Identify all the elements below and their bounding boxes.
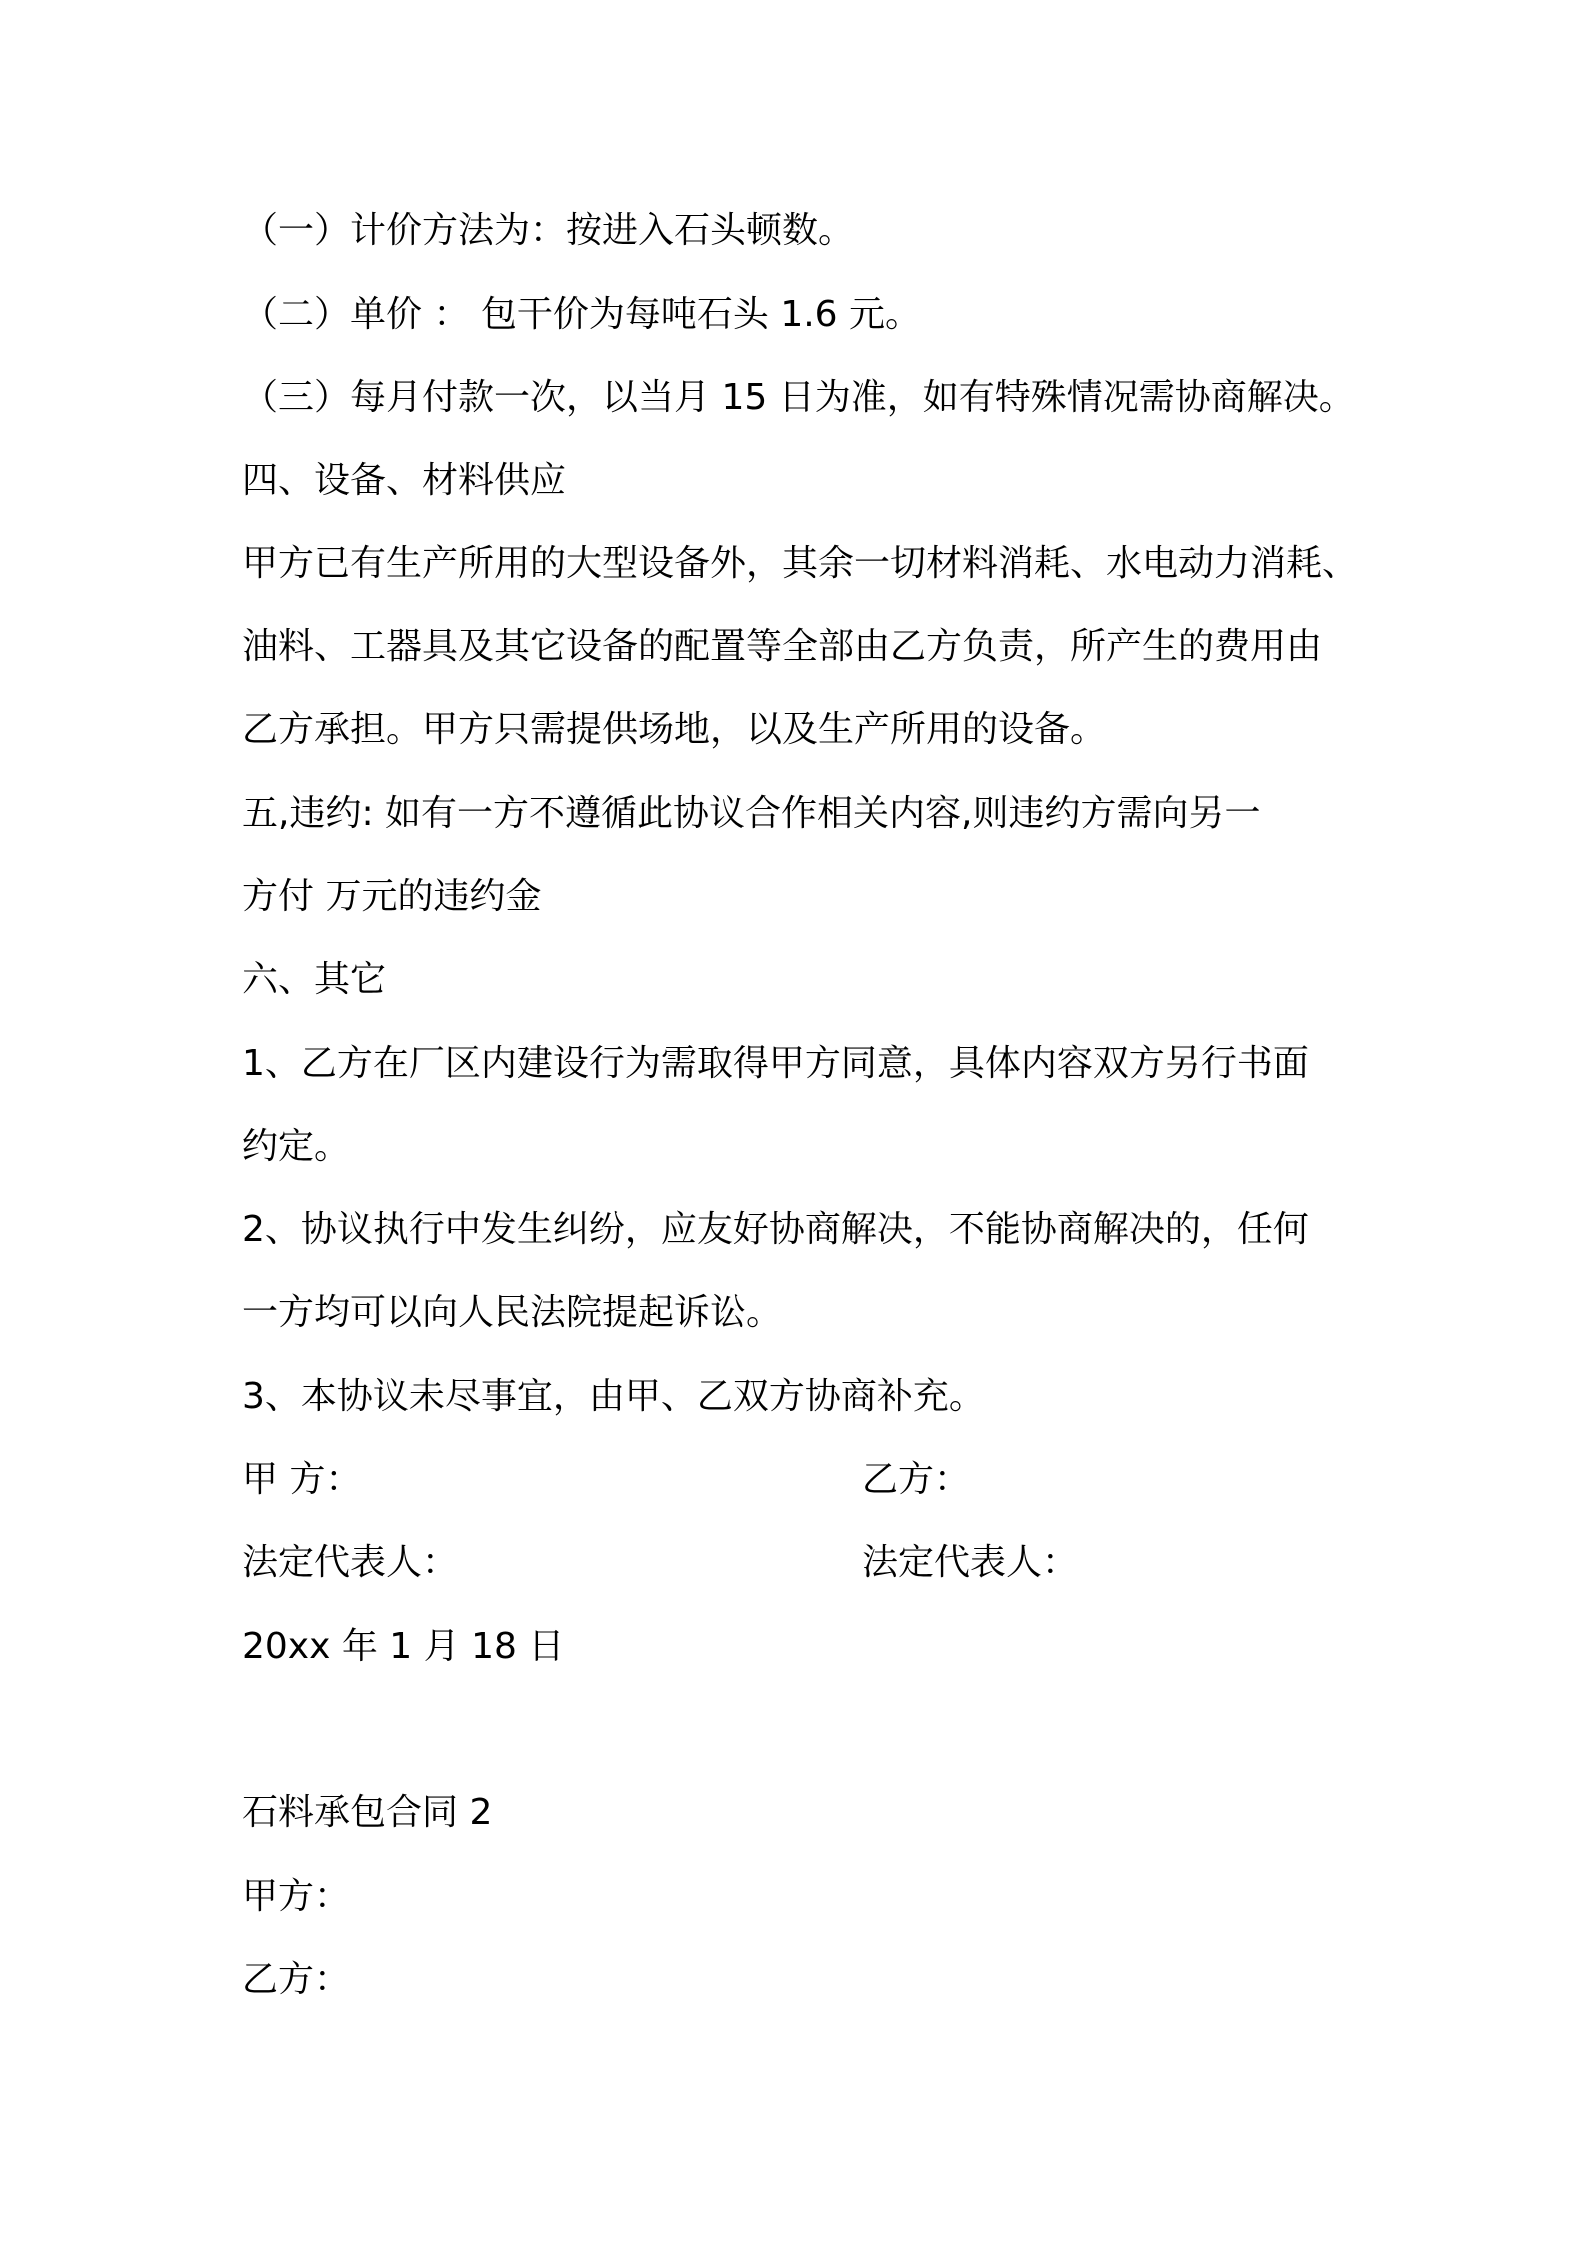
party-a-label: 甲 方：: [242, 1459, 362, 1500]
rep-a-label: 法定代表人：: [242, 1542, 459, 1583]
other-item-1-line-1: 1、乙方在厂区内建设行为需取得甲方同意，具体内容双方另行书面: [242, 1043, 1309, 1084]
next-contract-party-b: 乙方：: [242, 1959, 351, 2000]
pricing-method-line: （一）计价方法为：按进入石头顿数。: [242, 210, 855, 251]
party-b-label: 乙方：: [862, 1459, 971, 1500]
other-item-1-line-2: 约定。: [242, 1126, 351, 1167]
other-item-2-line-1: 2、协议执行中发生纠纷，应友好协商解决，不能协商解决的，任何: [242, 1209, 1309, 1250]
next-contract-title: 石料承包合同 2: [242, 1792, 493, 1833]
rep-b-label: 法定代表人：: [862, 1542, 1079, 1583]
payment-line: （三）每月付款一次，以当月 15 日为准，如有特殊情况需协商解决。: [242, 377, 1355, 418]
party-row: [242, 1455, 1442, 1505]
section-5-text-2: 方付 万元的违约金: [242, 876, 542, 917]
other-item-3-line: 3、本协议未尽事宜，由甲、乙双方协商补充。: [242, 1376, 985, 1417]
section-4-text-3: 乙方承担。甲方只需提供场地，以及生产所用的设备。: [242, 709, 1107, 750]
section-6-heading: 六、其它: [242, 959, 387, 1000]
section-4-heading: 四、设备、材料供应: [242, 460, 567, 501]
next-contract-party-a: 甲方：: [242, 1876, 351, 1917]
section-4-text-2: 油料、工器具及其它设备的配置等全部由乙方负责，所产生的费用由: [242, 626, 1323, 667]
signing-date: 20xx 年 1 月 18 日: [242, 1626, 565, 1667]
section-5-text-1: 五,违约: 如有一方不遵循此协议合作相关内容,则违约方需向另一: [242, 793, 1261, 834]
representative-row: [242, 1538, 1442, 1588]
other-item-2-line-2: 一方均可以向人民法院提起诉讼。: [242, 1292, 783, 1333]
unit-price-line: （二）单价 ： 包干价为每吨石头 1.6 元。: [242, 294, 922, 335]
section-4-text-1: 甲方已有生产所用的大型设备外，其余一切材料消耗、水电动力消耗、: [242, 543, 1359, 584]
